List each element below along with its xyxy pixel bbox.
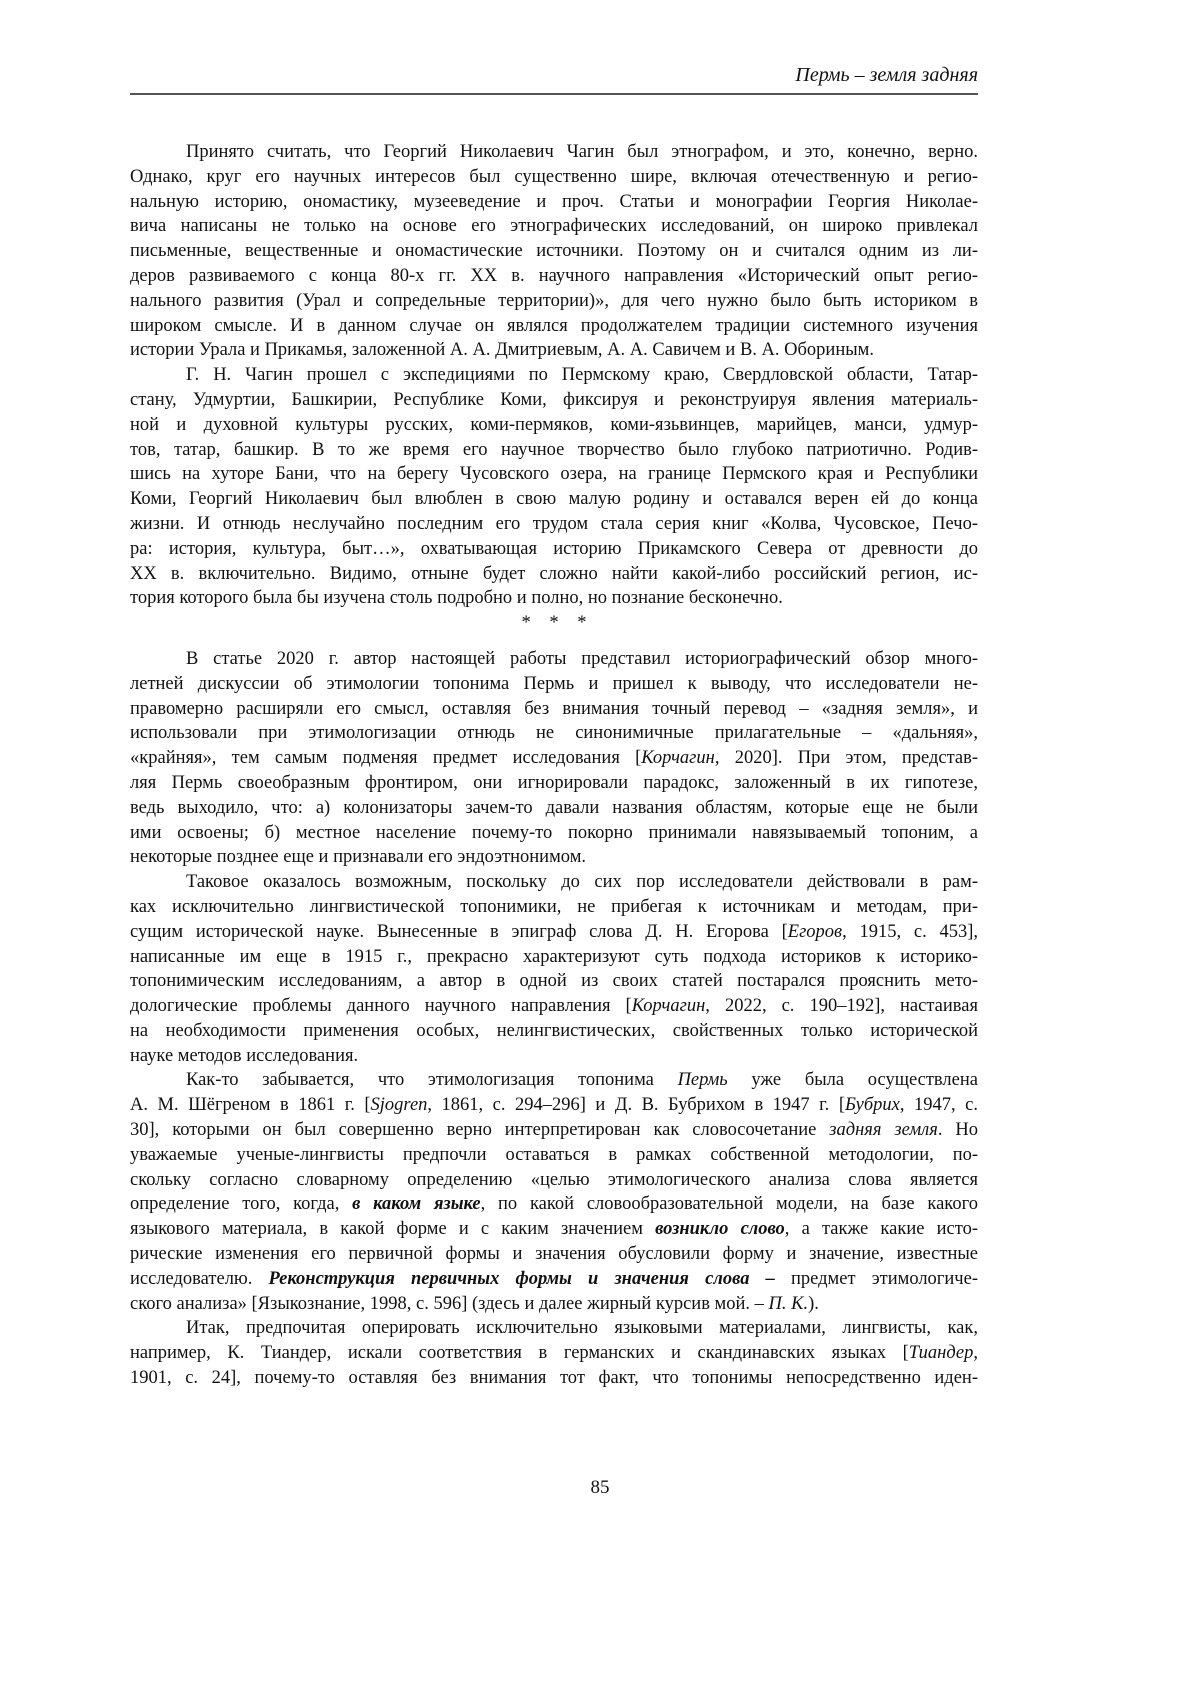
text-line <box>130 438 978 463</box>
text-line <box>130 1217 978 1242</box>
paragraph <box>130 1068 978 1316</box>
text-line <box>130 1316 978 1341</box>
text-run: деров развиваемого с конца 80-х гг. XX в. научного направления «Исторический опыт регио- <box>130 266 978 286</box>
text-run: скольку согласно словарному определению «целью этимологического анализа слова является <box>130 1170 978 1190</box>
text-run: Принято считать, что Георгий Николаевич Чагин был этнографом, и это, конечно, верно. <box>186 142 978 162</box>
text-run: например, К. Тиандер, искали соответствия в германских и скандинавских языках [ <box>130 1343 909 1363</box>
text-line <box>130 413 978 438</box>
text-run: вича написаны не только на основе его этнографических исследований, он широко привлекал <box>130 216 978 236</box>
text-line <box>130 1068 978 1093</box>
text-run: шись на хуторе Бани, что на берегу Чусовского озера, на границе Пермского края и Республики <box>130 464 978 484</box>
text-run: нальную историю, ономастику, музееведение и проч. Статьи и монографии Георгия Николае- <box>130 192 978 212</box>
text-run: рические изменения его первичной формы и значения обусловили форму и значение, известные <box>130 1244 978 1264</box>
text-run: нального развития (Урал и сопредельные территории)», для чего нужно было быть историком в <box>130 291 978 311</box>
text-run: тов, татар, башкир. В то же время его научное творчество было глубоко патриотично. Родив- <box>130 440 978 460</box>
italic-emphasis: Тиандер <box>909 1343 974 1363</box>
text-run: ках исключительно лингвистической топонимики, не прибегая к источникам и методам, при- <box>130 897 978 917</box>
text-run: . Но <box>938 1120 978 1140</box>
text-line <box>130 264 978 289</box>
text-line <box>130 462 978 487</box>
text-line <box>130 969 978 994</box>
text-run: Коми, Георгий Николаевич был влюблен в свою малую родину и оставался верен ей до конца <box>130 489 978 509</box>
paragraph <box>130 1316 978 1390</box>
text-run: , по какой словообразовательной модели, на базе какого <box>481 1194 978 1214</box>
text-line <box>130 845 978 870</box>
text-run: Итак, предпочитая оперировать исключительно языковыми материалами, лингвисты, как, <box>186 1318 978 1338</box>
text-line <box>130 512 978 537</box>
text-run: правомерно расширяли его смысл, оставляя без внимания точный перевод – «задняя земля», и <box>130 699 978 719</box>
text-line <box>130 1168 978 1193</box>
text-run: предмет этимологиче- <box>775 1269 978 1289</box>
text-run: ляя Пермь своеобразным фронтиром, они игнорировали парадокс, заложенный в их гипотезе, <box>130 773 978 793</box>
paragraph <box>130 647 978 870</box>
text-line <box>130 586 978 611</box>
text-run: летней дискуссии об этимологии топонима Пермь и пришел к выводу, что исследователи не- <box>130 674 978 694</box>
italic-emphasis: Пермь <box>678 1070 728 1090</box>
text-line <box>130 165 978 190</box>
text-line <box>130 821 978 846</box>
running-title: Пермь – земля задняя <box>130 64 978 87</box>
bold-italic-emphasis: Реконструкция первичных формы и значения слова – <box>269 1269 775 1289</box>
text-run: , 1861, с. 294–296] и Д. В. Бубрихом в 1947 г. [ <box>427 1095 845 1115</box>
text-run: исследователю. <box>130 1269 269 1289</box>
header-rule <box>130 93 978 95</box>
text-run: , 2020]. При этом, представ- <box>715 748 978 768</box>
italic-emphasis: П. К. <box>769 1294 809 1314</box>
text-run: уже была осуществлена <box>728 1070 978 1090</box>
text-line <box>130 746 978 771</box>
text-line <box>130 895 978 920</box>
text-line <box>130 672 978 697</box>
text-run: ной и духовной культуры русских, коми-пермяков, коми-язьвинцев, марийцев, манси, удмур- <box>130 415 978 435</box>
text-run: , 1947, с. <box>900 1095 978 1115</box>
text-run: уважаемые ученые-лингвисты предпочли оставаться в рамках собственной методологии, по- <box>130 1145 978 1165</box>
text-line <box>130 796 978 821</box>
text-line <box>130 870 978 895</box>
text-run: , 1915, с. 453], <box>842 922 978 942</box>
text-line <box>130 1341 978 1366</box>
text-run: Однако, круг его научных интересов был существенно шире, включая отечественную и регио- <box>130 167 978 187</box>
text-line <box>130 562 978 587</box>
text-line <box>130 388 978 413</box>
text-run: стану, Удмуртии, Башкирии, Республике Коми, фиксируя и реконструируя явления материаль- <box>130 390 978 410</box>
text-line <box>130 214 978 239</box>
text-line <box>130 771 978 796</box>
bold-italic-emphasis: возникло слово <box>655 1219 785 1239</box>
text-run: ведь выходило, что: а) колонизаторы зачем-то давали названия областям, которые еще не были <box>130 798 978 818</box>
text-run: А. М. Шёгреном в 1861 г. [ <box>130 1095 371 1115</box>
text-line <box>130 1143 978 1168</box>
page-number: 85 <box>0 1477 1200 1499</box>
italic-emphasis: Егоров <box>788 922 842 942</box>
bold-italic-emphasis: в каком языке <box>352 1194 481 1214</box>
text-line <box>130 1366 978 1391</box>
text-run: В статье 2020 г. автор настоящей работы представил историографический обзор много- <box>186 649 978 669</box>
section-separator: * * * <box>130 611 978 636</box>
paragraph <box>130 363 978 611</box>
text-line <box>130 487 978 512</box>
text-run: широком смысле. И в данном случае он являлся продолжателем традиции системного изучения <box>130 316 978 336</box>
italic-emphasis: Sjogren <box>371 1095 428 1115</box>
text-line <box>130 1242 978 1267</box>
text-run: использовали при этимологизации отнюдь не синонимичные прилагательные – «дальняя», <box>130 723 978 743</box>
italic-emphasis: Бубрих <box>845 1095 900 1115</box>
paragraph <box>130 870 978 1068</box>
text-run: XX в. включительно. Видимо, отныне будет сложно найти какой-либо российский регион, ис- <box>130 564 978 584</box>
text-run: , а также какие исто- <box>785 1219 978 1239</box>
text-line <box>130 1044 978 1069</box>
text-run: истории Урала и Прикамья, заложенной А. А. Дмитриевым, А. А. Савичем и В. А. Обориным. <box>130 340 874 360</box>
text-run: Как-то забывается, что этимологизация топонима <box>186 1070 678 1090</box>
italic-emphasis: Корчагин <box>641 748 715 768</box>
text-run: дологические проблемы данного научного направления [ <box>130 996 632 1016</box>
text-run: ра: история, культура, быт…», охватывающая историю Прикамского Севера от древности до <box>130 539 978 559</box>
text-line <box>130 190 978 215</box>
text-run: , 2022, с. 190–192], настаивая <box>705 996 978 1016</box>
text-run: определение того, когда, <box>130 1194 352 1214</box>
text-line <box>130 1093 978 1118</box>
text-line <box>130 1267 978 1292</box>
text-line <box>130 537 978 562</box>
text-line <box>130 945 978 970</box>
text-line <box>130 721 978 746</box>
text-run: сущим исторической науке. Вынесенные в эпиграф слова Д. Н. Егорова [ <box>130 922 788 942</box>
text-line <box>130 314 978 339</box>
italic-emphasis: задняя земля <box>829 1120 938 1140</box>
text-run: 1901, с. 24], почему-то оставляя без внимания тот факт, что топонимы непосредственно иден- <box>130 1368 978 1388</box>
text-run: Таковое оказалось возможным, поскольку до сих пор исследователи действовали в рам- <box>186 872 978 892</box>
text-run: «крайняя», тем самым подменяя предмет исследования [ <box>130 748 641 768</box>
text-run: жизни. И отнюдь неслучайно последним его трудом стала серия книг «Колва, Чусовское, Печо- <box>130 514 978 534</box>
text-line <box>130 697 978 722</box>
text-line <box>130 338 978 363</box>
italic-emphasis: Корчагин <box>632 996 706 1016</box>
text-run: языкового материала, в какой форме и с каким значением <box>130 1219 655 1239</box>
text-line <box>130 1192 978 1217</box>
text-run: письменные, вещественные и ономастические источники. Поэтому он и считался одним из ли- <box>130 241 978 261</box>
text-run: ими освоены; б) местное население почему-то покорно принимали навязываемый топоним, а <box>130 823 978 843</box>
text-line <box>130 1118 978 1143</box>
text-line <box>130 1292 978 1317</box>
text-run: на необходимости применения особых, нелингвистических, свойственных только исторической <box>130 1021 978 1041</box>
text-line <box>130 140 978 165</box>
text-line <box>130 239 978 264</box>
text-run: 30], которыми он был совершенно верно интерпретирован как словосочетание <box>130 1120 829 1140</box>
text-run: написанные им еще в 1915 г., прекрасно характеризуют суть подхода историков к историко- <box>130 947 978 967</box>
text-run: тория которого была бы изучена столь подробно и полно, но познание бесконечно. <box>130 588 783 608</box>
text-run: топонимическим исследованиям, а автор в одной из своих статей постарался прояснить мето- <box>130 971 978 991</box>
text-run: науке методов исследования. <box>130 1046 358 1066</box>
text-run: , <box>973 1343 978 1363</box>
paragraph <box>130 140 978 363</box>
text-line <box>130 647 978 672</box>
text-run: ). <box>808 1294 819 1314</box>
text-line <box>130 920 978 945</box>
text-line <box>130 289 978 314</box>
text-line <box>130 1019 978 1044</box>
text-run: некоторые позднее еще и признавали его эндоэтнонимом. <box>130 847 586 867</box>
text-line <box>130 994 978 1019</box>
text-line <box>130 363 978 388</box>
text-run: ского анализа» [Языкознание, 1998, с. 596] (здесь и далее жирный курсив мой. – <box>130 1294 769 1314</box>
article-body <box>130 140 978 1391</box>
text-run: Г. Н. Чагин прошел с экспедициями по Пермскому краю, Свердловской области, Татар- <box>186 365 978 385</box>
